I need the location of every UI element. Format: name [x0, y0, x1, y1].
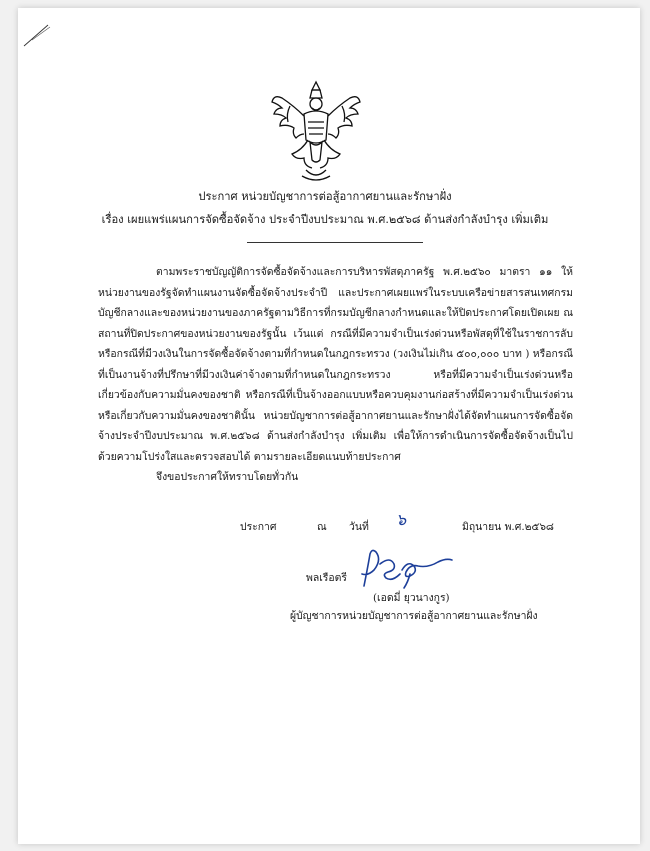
- signer-name: (เอดมี่ ยุวนางกูร): [373, 592, 450, 604]
- date-announced-label: ประกาศ: [240, 521, 277, 533]
- subject-line: เรื่อง เผยแพร่แผนการจัดซื้อจัดจ้าง ประจำปีงบประมาณ พ.ศ.๒๕๖๘ ด้านส่งกำลังบำรุง เพิ่มเติม: [101, 213, 549, 226]
- closing-line: จึงขอประกาศให้ทราบโดยทั่วกัน: [156, 471, 299, 483]
- signer-rank: พลเรือตรี: [306, 572, 347, 584]
- announcement-heading: ประกาศ หน่วยบัญชาการต่อสู้อากาศยานและรักษาฝั่ง: [198, 190, 452, 203]
- body-text: [98, 262, 573, 467]
- handwritten-signature: [350, 544, 476, 592]
- pen-stroke-mark: [22, 22, 52, 48]
- date-day-label: วันที่: [349, 521, 369, 533]
- date-day-handwritten: ๖: [396, 510, 407, 529]
- signer-title: ผู้บัญชาการหน่วยบัญชาการต่อสู้อากาศยานและรักษาฝั่ง: [290, 610, 538, 622]
- date-at-label: ณ: [317, 521, 327, 533]
- body-paragraph: ตามพระราชบัญญัติการจัดซื้อจัดจ้างและการบริหารพัสดุภาครัฐ พ.ศ.๒๕๖๐ มาตรา ๑๑ ให้หน่วยงานของรัฐจัดทำแผนงานจัดซื้อจัดจ้างประจำปี และประกาศเผยแพร่ในระบบเครือข่ายสารสนเทศกรมบัญชีกลางและของหน่วยงานของภาครัฐตามวิธีการที่กรมบัญชีกลางกำหนดและให้ปิดประกาศโดยเปิดเผย ณ สถานที่ปิดประกาศของหน่วยงานของรัฐนั้น เว้นแต่ กรณีที่มีความจำเป็นเร่งด่วนหรือพัสดุที่ใช้ในราชการลับ หรือกรณีที่มีวงเงินในการจัดซื้อจัดจ้างตามที่กำหนดในกฎกระทรวง (วงเงินไม่เกิน ๕๐๐,๐๐๐ บาท ) หรือกรณีที่เป็นงานจ้างที่ปรึกษาที่มีวงเงินค่าจ้างตามที่กำหนดในกฎกระทรวง หรือที่มีความจำเป็นเร่งด่วนหรือเกี่ยวข้องกับความมั่นคงของชาติ หรือกรณีที่เป็นจ้างออกแบบหรือควบคุมงานก่อสร้างที่มีความจำเป็นเร่งด่วนหรือเกี่ยวกับความมั่นคงของชาตินั้น หน่วยบัญชาการต่อสู้อากาศยานและรักษาฝั่งได้จัดทำแผนการจัดซื้อจัดจ้างประจำปีงบประมาณ พ.ศ.๒๕๖๘ ด้านส่งกำลังบำรุง เพิ่มเติม เพื่อให้การดำเนินการจัดซื้อจัดจ้างเป็นไปด้วยความโปร่งใสและตรวจสอบได้ ตามรายละเอียดแนบท้ายประกาศ: [98, 266, 573, 463]
- date-month-year: มิถุนายน พ.ศ.๒๕๖๘: [462, 521, 554, 533]
- heading-divider: [247, 242, 423, 243]
- garuda-emblem-icon: [268, 78, 364, 182]
